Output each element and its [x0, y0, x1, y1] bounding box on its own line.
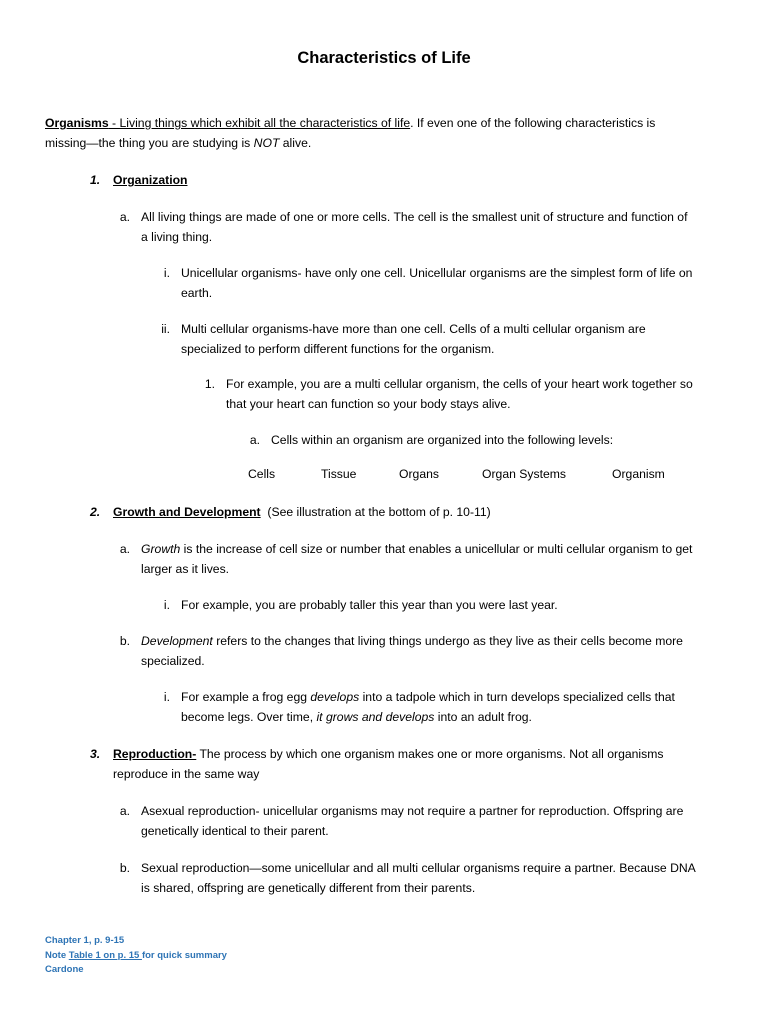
section-3-number: 3. [90, 747, 101, 761]
s3-b-paragraph [141, 858, 741, 898]
s3-a-line-1: Asexual reproduction- unicellular organisms may not require a partner for reproduction. Offspring are [141, 804, 684, 818]
level-organism: Organism [612, 467, 665, 481]
s1-n1-paragraph [226, 374, 736, 414]
footer-author: Cardone [45, 964, 84, 975]
develops-emphasis: develops [310, 690, 360, 704]
intro-line-2 [45, 133, 735, 153]
s3-line-2: reproduce in the same way [113, 767, 260, 781]
s1-i-line-2: earth. [181, 286, 213, 300]
level-cells: Cells [248, 467, 276, 481]
intro-paragraph [45, 113, 735, 153]
s2-bi-line-1-b: into a tadpole which in turn develops specialized cells that [359, 690, 675, 704]
s1-na-marker: a. [249, 433, 260, 447]
level-tissue: Tissue [321, 467, 357, 481]
s2-a-line-1 [141, 539, 741, 559]
s1-a-line-2: a living thing. [141, 230, 213, 244]
s2-bi-line-1-a: For example a frog egg [181, 690, 311, 704]
footer-note-suffix: for quick summary [141, 949, 227, 961]
footer-chapter: Chapter 1, p. 9-15 [45, 935, 125, 946]
s2-a-marker: a. [119, 542, 130, 556]
s3-b-line-2: is shared, offspring are genetically different from their parents. [141, 881, 476, 895]
level-organ-systems: Organ Systems [482, 467, 566, 481]
s1-na-line: Cells within an organism are organized into the following levels: [271, 433, 614, 447]
page-footer [45, 934, 227, 978]
s2-bi-line-2 [181, 707, 741, 727]
section-2-number: 2. [90, 505, 101, 519]
s2-bi-marker: i. [163, 690, 170, 704]
section-2-heading-line [113, 502, 491, 522]
s3-a-marker: a. [119, 804, 130, 818]
s2-ai-line: For example, you are probably taller this year than you were last year. [181, 598, 558, 612]
s2-a-line-2: larger as it lives. [141, 562, 230, 576]
page-title: Characteristics of Life [297, 49, 471, 67]
s1-n1-line-1: For example, you are a multi cellular organism, the cells of your heart work together so [226, 377, 693, 391]
growth-term: Growth [141, 542, 181, 556]
s1-ii-line-2: specialized to perform different functions for the organism. [181, 342, 495, 356]
s2-a-paragraph [141, 539, 741, 579]
s2-bi-line-2-b: into an adult frog. [434, 710, 532, 724]
s1-a-marker: a. [119, 210, 130, 224]
s2-b-marker: b. [119, 634, 130, 648]
table-1-link[interactable]: Table 1 on p. 15 [68, 949, 142, 961]
s3-a-paragraph [141, 801, 741, 841]
section-2-note: (See illustration at the bottom of p. 10-11) [260, 505, 491, 519]
grows-develops-emphasis: it grows and develops [316, 710, 435, 724]
s3-b-line-1: Sexual reproduction—some unicellular and all multi cellular organisms require a partner. Because DNA [141, 861, 696, 875]
s1-i-paragraph [181, 263, 741, 303]
s1-ii-paragraph [181, 319, 741, 359]
organisms-definition: Living things which exhibit all the characteristics of life [119, 116, 411, 130]
s2-a-line-1-text: is the increase of cell size or number that enables a unicellular or multi cellular organism to get [180, 542, 693, 556]
s2-bi-line-1 [181, 687, 741, 707]
s2-b-line-2: specialized. [141, 654, 205, 668]
s3-a-line-2: genetically identical to their parent. [141, 824, 329, 838]
intro-separator: - [108, 116, 120, 130]
s1-n1-marker: 1. [204, 377, 215, 391]
s1-a-paragraph [141, 207, 741, 247]
section-3-heading: Reproduction- [113, 747, 197, 761]
intro-rest: . If even one of the following characteristics is [410, 116, 656, 130]
organisms-term: Organisms [45, 116, 109, 130]
footer-note [45, 949, 227, 964]
s2-b-paragraph [141, 631, 741, 671]
section-3-paragraph [113, 744, 733, 784]
s1-n1-line-2: that your heart can function so your body stays alive. [226, 397, 511, 411]
intro-line-2-text: missing—the thing you are studying is [45, 136, 254, 150]
s2-bi-paragraph [181, 687, 741, 727]
s1-a-line-1: All living things are made of one or more cells. The cell is the smallest unit of structure and function of [141, 210, 688, 224]
footer-note-prefix: Note [45, 949, 69, 961]
not-emphasis: NOT [253, 136, 280, 150]
organization-levels [248, 464, 698, 484]
s2-b-line-1-text: refers to the changes that living things undergo as they live as their cells become more [212, 634, 683, 648]
development-term: Development [141, 634, 213, 648]
s3-b-marker: b. [119, 861, 130, 875]
s1-i-line-1: Unicellular organisms- have only one cell. Unicellular organisms are the simplest form of life on [181, 266, 693, 280]
section-1-number: 1. [90, 173, 101, 187]
intro-line-1 [45, 113, 735, 133]
intro-line-2-end: alive. [279, 136, 312, 150]
section-1-heading: Organization [113, 173, 188, 187]
level-organs: Organs [399, 467, 439, 481]
s2-ai-marker: i. [163, 598, 170, 612]
s3-line-1 [113, 744, 733, 764]
s1-ii-line-1: Multi cellular organisms-have more than one cell. Cells of a multi cellular organism are [181, 322, 646, 336]
s2-bi-line-2-a: become legs. Over time, [181, 710, 317, 724]
s2-b-line-1 [141, 631, 741, 651]
section-2-heading: Growth and Development [113, 505, 261, 519]
s1-ii-marker: ii. [161, 322, 170, 336]
s1-i-marker: i. [163, 266, 170, 280]
s3-line-1-text: The process by which one organism makes one or more organisms. Not all organisms [196, 747, 664, 761]
